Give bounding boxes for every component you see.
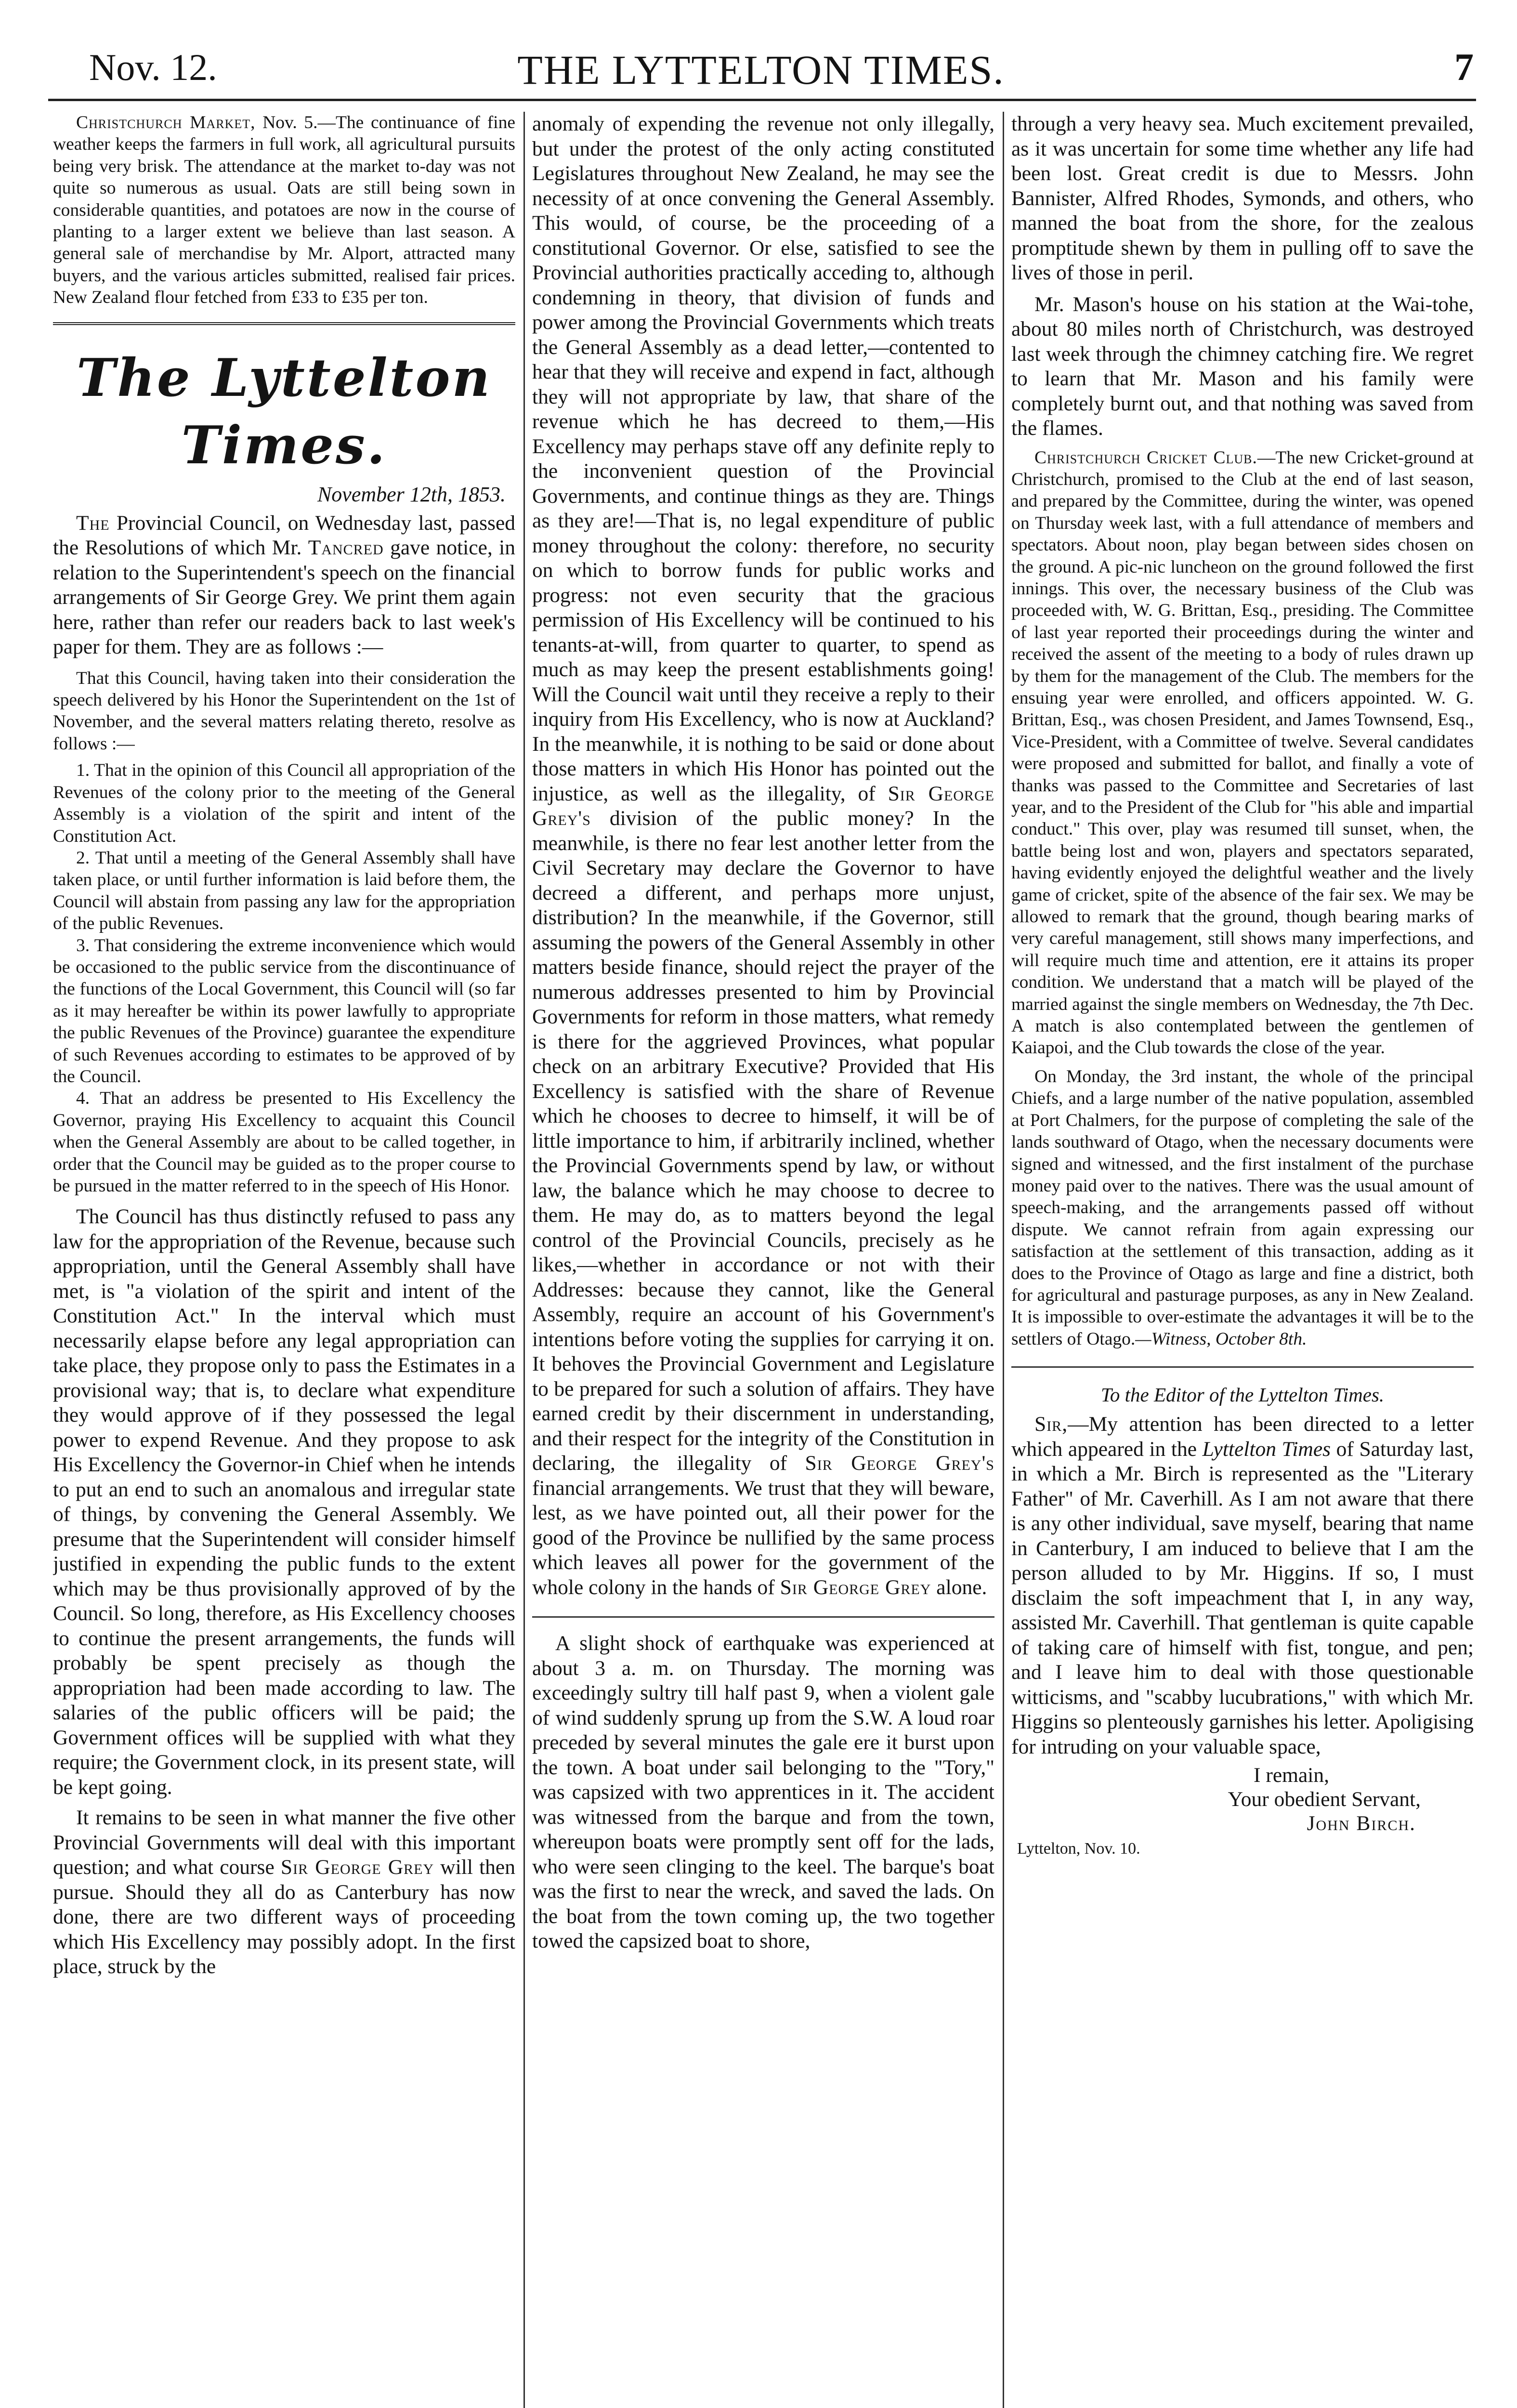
editorial-masthead: The Lyttelton Times. (77, 347, 492, 476)
column-3 (1011, 112, 1474, 2408)
letter-body (1011, 1412, 1474, 1759)
lead-cap: The (76, 511, 110, 535)
remains-paragraph (53, 1806, 515, 1979)
editorial-text: alone. (931, 1575, 987, 1599)
rescue-continuation: through a very heavy sea. Much excitement prevailed, as it was uncertain for some time whether any life had been lost. Great credit is due to Messrs. John Bannister, Alfred Rhodes, Symonds, and others, who manned the boat from the shore, for the zealous promptitude shewn by them in pulling off to save the lives of those in peril. (1011, 112, 1474, 284)
page-number: 7 (1454, 46, 1474, 89)
resolution-item: 2. That until a meeting of the General Assembly shall have taken place, or until further information is laid before them, the Council will abstain from passing any law for the appropriation of the public Revenues. (53, 848, 515, 934)
letter-text: of Saturday last, in which a Mr. Birch is represented as the "Literary Father" of Mr. Caverhill. As I am not aware that there is any other individual, save myself, bearing that name in Canterbury, I am induced to believe that I am the person alluded to by Mr. Higgins. If so, I must disclaim the soft impeachment that I, in any way, assisted Mr. Caverhill. That gentleman is quite capable of taking care of himself with fist, tongue, and pen; and I leave him to deal with those questionable witticisms, and "scabby lucubrations," with which Mr. Higgins so plenteously garnishes his letter. Apoligising for intruding on your valuable space, (1011, 1437, 1474, 1758)
cricket-club-article (1011, 447, 1474, 1059)
resolution-item: 3. That considering the extreme inconvenience which would be occasioned to the public service from the discontinuance of the functions of the Local Government, this Council will (so far as it may hereafter be within its power lawfully to appropriate the public Revenues of the Province) guarantee the expenditure of such Revenues according to estimates to be approved of by the Council. (53, 935, 515, 1086)
remains-text-b: will then pursue. Should they all do as Canterbury has now done, there are two different ways of proceeding which His Excellency may possibly adopt. In the first place, struck by the (53, 1856, 515, 1978)
column-divider (1003, 112, 1004, 2408)
letter-closing-servant: Your obedient Servant, (1228, 1788, 1421, 1811)
letter-salutation: Sir, (1034, 1413, 1068, 1436)
editorial-masthead-box (53, 322, 515, 508)
resolution-item: 1. That in the opinion of this Council all appropriation of the Revenues of the colony prior to the meeting of the General Assembly is a violation of the spirit and intent of the Constitution Act. (53, 760, 515, 846)
letter-closing: I remain, (1253, 1764, 1329, 1787)
editorial-dateline: November 12th, 1853. (317, 482, 506, 506)
column-2 (532, 112, 994, 2408)
letter-heading: To the Editor of the Lyttelton Times. (1100, 1384, 1385, 1406)
column-1 (53, 112, 515, 2408)
lead-name: Tancred (308, 536, 384, 560)
otago-land-text: On Monday, the 3rd instant, the whole of the principal Chiefs, and a large number of the native population, assembled at Port Chalmers, for the purpose of completing the sale of the lands southward of Otago, when the necessary documents were signed and witnessed, and the first instalment of the purchase money paid over to the natives. There was the usual amount of speech-making, and the arrangements passed off without dispute. We cannot refrain from again expressing our satisfaction at the settlement of this transaction, adding as it does to the Province of Otago as large and fine a district, both for agricultural and pasturage purposes, as any in New Zealand. It is impossible to over-estimate the advantages it will be to the settlers of Otago. (1011, 1066, 1474, 1349)
newspaper-title: THE LYTTELTON TIMES. (517, 47, 1005, 93)
column-divider (523, 112, 525, 2408)
market-report-label: Christchurch Market, (76, 113, 256, 132)
article-separator (1011, 1366, 1474, 1368)
resolution-item: 4. That an address be presented to His Excellency the Governor, praying His Excellency to acquaint this Council when the General Assembly are about to be called together, in order that the Council may be guided as to the proper course to be pursued in the matter referred to in the speech of His Honor. (53, 1088, 515, 1196)
remains-name: Sir George Grey (280, 1856, 434, 1879)
market-report-text: Nov. 5.—The continuance of fine weather keeps the farmers in full work, all agricultural pursuits being very brisk. The attendance at the market to-day was not quite so numerous as usual. Oats are still being sown in considerable quantities, and potatoes are now in the course of planting to a larger extent we believe than last season. A general sale of merchandise by Mr. Alport, attracted many buyers, and the various articles submitted, realised fair prices. New Zealand flour fetched from £33 to £35 per ton. (53, 113, 515, 308)
lead-text: Provincial Council, on Wednesday last, passed the Resolutions of which Mr. (53, 511, 515, 560)
lead-rest: gave notice, in relation to the Superintendent's speech on the financial arrangements of Sir George Grey. We print them again here, rather than refer our readers back to last week's paper for them. They are as follows :— (53, 536, 515, 659)
header-date: Nov. 12. (89, 46, 217, 88)
header-rule (48, 99, 1476, 101)
remains-text-a: It remains to be seen in what manner the five other Provincial Governments will deal with this important question; and what course (53, 1806, 515, 1879)
letter-text: —My attention has been directed to a letter which appeared in the (1011, 1413, 1474, 1461)
otago-land-article (1011, 1066, 1474, 1350)
editorial-text: anomaly of expending the revenue not only illegally, but under the protest of the only acting constituted Legislatures throughout New Zealand, he may see the necessity of at once convening the General Assembly. This would, of course, be the proceeding of a constitutional Governor. Or else, satisfied to see the Provincial authorities practically acceding to, although condemning in theory, that division of funds and power among the Provincial Governments which treats the General Assembly as a dead letter,—contented to hear that they will receive and expend in fact, although they will not appropriate by law, that share of the revenue which he has decreed to them,—His Excellency may perhaps stave off any definite reply to the inconvenient question of the Provincial Governments, and continue things as they are. Things as they are!—That is, no legal expenditure of public money throughout the colony: therefore, no security on which to borrow funds for public works and progress: not even security that the gracious permission of His Excellency will be continued to his tenants-at-will, from quarter to quarter, to spend as much as may keep the present establishments going! Will the Council wait until they receive a reply to their inquiry from His Excellency, who is now at Auckland? In the meanwhile, it is nothing to be said or done about those matters in which His Honor has pointed out the injustice, as well as the illegality, of (532, 112, 994, 805)
editorial-continuation (532, 112, 994, 1600)
council-refused-paragraph: The Council has thus distinctly refused to pass any law for the appropriation of the Revenue, because such appropriation, until the General Assembly shall have met, is "a violation of the spirit and intent of the Constitution Act." In the interval which must necessarily elapse before any legal appropriation can take place, they propose only to pass the Estimates in a provisional way; that is, to declare what expenditure they would approve of if they possessed the legal power to expend Revenue. And they propose to ask His Excellency the Governor-in Chief when he intends to put an end to such an anomalous and irregular state of things, by convening the General Assembly. We presume that the Superintendent will consider himself justified in expending the public funds to the extent which may be thus provisionally approved of by the Council. So long, therefore, as His Excellency chooses to continue the present arrangements, the funds will probably be spent precisely as though the appropriation had been made according to law. The salaries of the public officers will be paid; the Government offices will be supplied with what they require; the Government clock, in its present state, will be kept going. (53, 1205, 515, 1799)
governor-name: Sir George Grey's (805, 1452, 994, 1475)
letter-paper-name: Lyttelton Times (1202, 1437, 1331, 1461)
otago-credit: —Witness, October 8th. (1135, 1329, 1307, 1349)
mason-fire-article: Mr. Mason's house on his station at the Wai-tohe, about 80 miles north of Christchurch, was destroyed last week through the chimney catching fire. We regret to learn that Mr. Mason and his family were completely burnt out, and that nothing was saved from the flames. (1011, 292, 1474, 440)
cricket-club-label: Christchurch Cricket Club. (1034, 447, 1257, 468)
earthquake-article: A slight shock of earthquake was experienced at about 3 a. m. on Thursday. The morning was exceedingly sultry till half past 9, when a violent gale of wind suddenly sprung up from the S.W. A loud roar preceded by several minutes the gale ere it burst upon the town. A boat under sail belonging to the "Tory," was capsized with two apprentices in it. The accident was witnessed from the barque and from the town, whereupon boats were promptly sent off for the lads, who were seen clinging to the keel. The barque's boat was the first to near the wreck, and saved the lads. On the boat from the town coming up, the two together towed the capsized boat to shore, (532, 1632, 994, 1952)
market-report (53, 112, 515, 309)
page-header (48, 46, 1474, 99)
article-separator (532, 1616, 994, 1618)
editorial-text: financial arrangements. We trust that they will beware, lest, as we have pointed out, all their power for the good of the Province be nullified by the same process which leaves all power for the government of the whole colony in the hands of (532, 1476, 994, 1599)
cricket-club-text: —The new Cricket-ground at Christchurch, promised to the Club at the end of last season, and prepared by the Committee, during the winter, was opened on Thursday week last, with a full attendance of members and spectators. About noon, play began between sides chosen on the ground. A pic-nic luncheon on the ground followed the first innings. This over, the necessary business of the Club was proceeded with, W. G. Brittan, Esq., presiding. The Committee of last year reported their proceedings during the winter and received the assent of the meeting to a body of rules drawn up by them for the management of the Club. The members for the ensuing year were enrolled, and officers appointed. W. G. Brittan, Esq., was chosen President, and James Townsend, Esq., Vice-President, with a Committee of twelve. Several candidates were proposed and submitted for ballot, and finally a vote of thanks was passed to the Committee and Secretaries of last year, and to the President of the Club for "his able and impartial conduct." This over, play was resumed till sunset, when, the battle being lost and won, players and spectators separated, having evidently enjoyed the delightful weather and the lively game of cricket, spite of the absence of the fair sex. We may be allowed to remark that the ground, though bearing marks of very careful management, still shows many imperfections, and will require much time and attention, ere it attains its proper condition. We understand that a match will be played of the married against the single members on Wednesday, the 7th Dec. A match is also contemplated between the gentlemen of Kaiapoi, and the Club towards the close of the year. (1011, 447, 1474, 1058)
editorial-lead-paragraph (53, 511, 515, 660)
letter-place-date: Lyttelton, Nov. 10. (1017, 1840, 1140, 1858)
governor-name: Sir George Grey's (532, 782, 994, 830)
governor-name: Sir George Grey (780, 1575, 931, 1599)
letter-signature: John Birch. (1307, 1812, 1416, 1835)
editorial-text: division of the public money? In the meanwhile, is there no fear lest another letter from the Civil Secretary may declare the Governor to have decreed a different, and perhaps more unjust, distribution? In the meanwhile, if the Governor, still assuming the powers of the General Assembly in other matters beside finance, should reject the prayer of the numerous addresses presented to him by Provincial Governments for reform in those matters, what remedy is there for the aggrieved Provinces, what popular check on an arbitrary Executive? Provided that His Excellency is satisfied with the share of Revenue which he chooses to decree to himself, it will be of little importance to him, if arbitrarily inclined, whether the Provincial Governments spend by law, or without law, the balance which he may choose to decree to them. He may do, as to matters beyond the legal control of the Provincial Councils, precisely as he likes,—whether in accordance or not with their Addresses: because they cannot, like the General Assembly, require an account of his Government's intentions before voting the supplies for carrying it on. It behoves the Provincial Government and Legislature to be prepared for such a solution of affairs. They have earned credit by their discernment in understanding, and their respect for the integrity of the Constitution in declaring, the illegality of (532, 807, 994, 1475)
resolution-intro: That this Council, having taken into their consideration the speech delivered by his Honor the Superintendent on the 1st of November, and the several matters relating thereto, resolve as follows :— (53, 668, 515, 754)
